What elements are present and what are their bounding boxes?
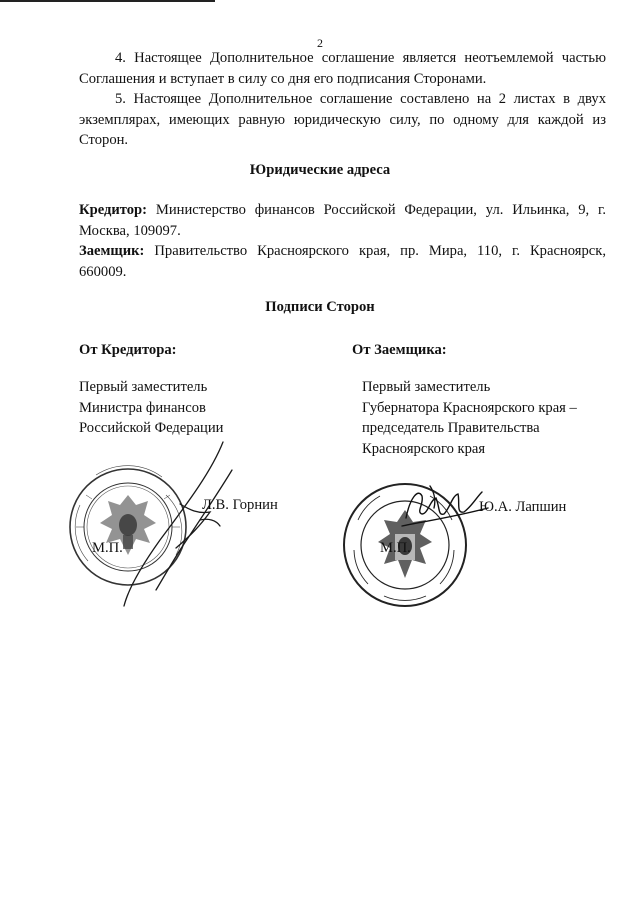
borrower-label: Заемщик: <box>79 243 145 259</box>
borrower-signature <box>400 478 490 538</box>
signatures-heading: Подписи Сторон <box>265 299 375 315</box>
borrower-title-line: председатель Правительства <box>362 420 540 436</box>
creditor-address <box>79 200 606 241</box>
creditor-signer-name: Л.В. Горнин <box>202 497 278 513</box>
creditor-column-heading: От Кредитора: <box>79 342 177 358</box>
borrower-column-heading: От Заемщика: <box>352 342 447 358</box>
page-number: 2 <box>317 36 323 50</box>
legal-addresses-heading: Юридические адреса <box>249 162 391 178</box>
borrower-title-line: Губернатора Красноярского края – <box>362 399 577 416</box>
paragraph-5: 5. Настоящее Дополнительное соглашение составлено на 2 листах в двух экземплярах, имеющих равную юридическую силу, по одному для каждой из Сторон. <box>79 91 606 148</box>
creditor-stamp-mark: М.П. <box>92 540 123 556</box>
borrower-stamp-mark: М.П. <box>380 540 411 556</box>
creditor-signer-title <box>79 377 224 439</box>
creditor-address-text: Министерство финансов Российской Федерации, ул. Ильинка, 9, г. Москва, 109097. <box>79 202 606 239</box>
borrower-title-line: Первый заместитель <box>362 379 491 395</box>
borrower-signer-name: Ю.А. Лапшин <box>479 499 567 515</box>
borrower-address-text: Правительство Красноярского края, пр. Мира, 110, г. Красноярск, 660009. <box>79 243 606 280</box>
top-rule <box>0 0 215 2</box>
creditor-title-line: Министра финансов <box>79 399 206 416</box>
creditor-title-line: Российской Федерации <box>79 420 224 436</box>
creditor-signature <box>120 440 240 610</box>
paragraph-4: 4. Настоящее Дополнительное соглашение является неотъемлемой частью Соглашения и вступает в силу со дня его подписания Сторонами. <box>79 50 606 87</box>
borrower-address <box>79 241 606 282</box>
borrower-title-line: Красноярского края <box>362 440 486 457</box>
creditor-title-line: Первый заместитель <box>79 379 208 395</box>
creditor-label: Кредитор: <box>79 202 148 218</box>
borrower-signer-title <box>362 377 577 459</box>
